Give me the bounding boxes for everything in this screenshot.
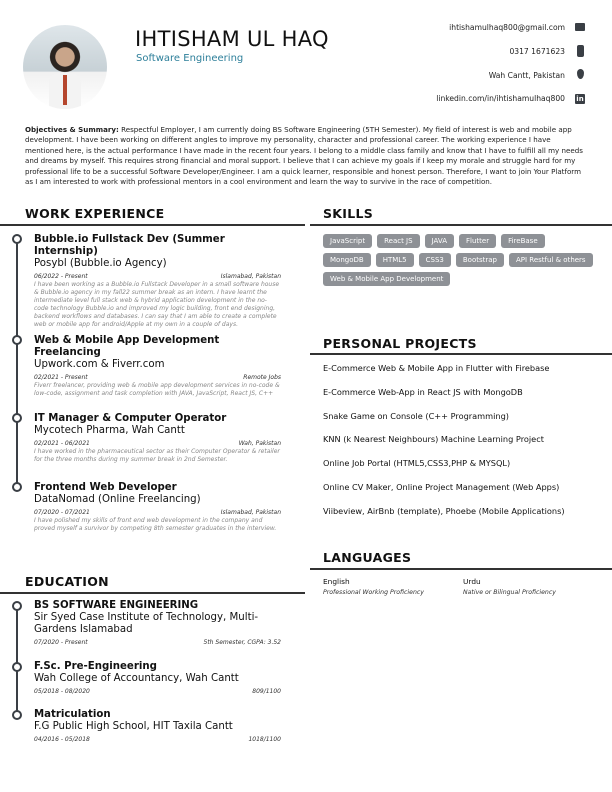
entry-note: 809/1100 <box>252 688 281 695</box>
work-entry <box>34 335 281 398</box>
skill-tag: React JS <box>377 234 419 248</box>
language-level: Native or Bilingual Proficiency <box>463 589 556 596</box>
full-name: IHTISHAM UL HAQ <box>135 27 329 51</box>
entry-desc: I have worked in the pharmaceutical sector as their Computer Operator & retailer for the three months during my summer break in 2nd Semester. <box>34 448 280 464</box>
divider <box>0 224 305 226</box>
summary-text: Respectful Employer, I am currently doing BS Software Engineering (5TH Semester). My field of interest is web and mobile app development. I have been working on different angles to improve my personality, character and professional career. The working experience I have mentioned here, is the actual performance I have made in the recent four years. I belong to a middle class family and know that I have to fulfill all my needs and dreams by myself. This requires strong financial and moral support. I believe that I can achieve my goals if I keep my morale and struggle hard for my professional life to be a successful Software Developer/Engineer. I am a quick learner, responsible and honest person. Therefore, I want to join Your Platform as I am interested to work with professional mentors in a cool environment and learn the way to survive in the race of competition. <box>25 125 583 187</box>
projects-heading: PERSONAL PROJECTS <box>323 336 477 351</box>
entry-org: Mycotech Pharma, Wah Cantt <box>34 425 185 436</box>
language-name: Urdu <box>463 577 481 586</box>
divider <box>0 592 305 594</box>
entry-date: 06/2022 - Present <box>34 273 88 280</box>
entry-title: Bubble.io Fullstack Dev (Summer Internship) <box>34 234 225 257</box>
entry-title: Frontend Web Developer <box>34 482 177 493</box>
summary-label: Objectives & Summary: <box>25 125 119 134</box>
skills-heading: SKILLS <box>323 206 374 221</box>
timeline-dot <box>12 335 22 345</box>
entry-title: BS SOFTWARE ENGINEERING <box>34 600 199 611</box>
entry-note: 5th Semester, CGPA: 3.52 <box>203 639 281 646</box>
project-item: Snake Game on Console (C++ Programming) <box>323 411 509 421</box>
entry-date: 07/2020 - 07/2021 <box>34 509 90 516</box>
timeline-dot <box>12 710 22 720</box>
entry-note: 1018/1100 <box>248 736 281 743</box>
location-icon <box>577 69 584 79</box>
skill-tag: FireBase <box>501 234 545 248</box>
project-item: E-Commerce Web-App in React JS with MongoDB <box>323 387 523 397</box>
timeline <box>16 605 18 713</box>
entry-desc: Fiverr freelancer, providing web & mobile app development services in no-code & low-code, assignment and task completion with JAVA, JavaScript, React JS, C++ <box>34 382 280 398</box>
timeline-dot <box>12 662 22 672</box>
skill-tag: MongoDB <box>323 253 371 267</box>
divider <box>310 353 612 355</box>
entry-place: Wah, Pakistan <box>238 440 281 447</box>
entry-date: 02/2021 - 06/2021 <box>34 440 90 447</box>
entry-title: Matriculation <box>34 709 111 720</box>
mail-icon <box>575 23 585 31</box>
phone: 0317 1671623 <box>509 47 565 56</box>
entry-org: Upwork.com & Fiverr.com <box>34 359 165 370</box>
work-entry <box>34 234 281 330</box>
linkedin-icon: in <box>576 95 584 103</box>
languages-heading: LANGUAGES <box>323 550 412 565</box>
skill-tag: Bootstrap <box>456 253 504 267</box>
divider <box>310 568 612 570</box>
skill-tag: JavaScript <box>323 234 372 248</box>
work-entry <box>34 413 281 464</box>
skill-tag: API Restful & others <box>509 253 593 267</box>
entry-place: Remote Jobs <box>243 374 281 381</box>
skills-list <box>323 234 593 286</box>
language-level: Professional Working Proficiency <box>323 589 424 596</box>
skill-tag: JAVA <box>425 234 454 248</box>
language-item <box>323 577 424 596</box>
entry-place: Islamabad, Pakistan <box>220 509 281 516</box>
summary <box>25 125 590 187</box>
entry-org: DataNomad (Online Freelancing) <box>34 494 201 505</box>
language-item <box>463 577 556 596</box>
profile-photo <box>23 25 107 109</box>
project-item: Online CV Maker, Online Project Management (Web Apps) <box>323 482 560 492</box>
entry-org: Sir Syed Case Institute of Technology, Multi-Gardens Islamabad <box>34 612 259 635</box>
entry-date: 07/2020 - Present <box>34 639 88 646</box>
linkedin[interactable]: linkedin.com/in/ihtishamulhaq800 <box>436 94 565 103</box>
entry-desc: I have polished my skills of front end web development in the company and proved myself a survivor by competing 8th semester graduates in the interview. <box>34 517 277 533</box>
divider <box>310 224 612 226</box>
skill-tag: CSS3 <box>419 253 451 267</box>
timeline-dot <box>12 482 22 492</box>
skill-tag: Flutter <box>459 234 496 248</box>
project-item: KNN (k Nearest Neighbours) Machine Learning Project <box>323 434 544 444</box>
entry-org: Wah College of Accountancy, Wah Cantt <box>34 673 239 684</box>
project-item: Viibeview, AirBnb (template), Phoebe (Mobile Applications) <box>323 506 565 516</box>
entry-title: IT Manager & Computer Operator <box>34 413 227 424</box>
job-title: Software Engineering <box>136 53 244 64</box>
entry-date: 02/2021 - Present <box>34 374 88 381</box>
entry-date: 04/2016 - 05/2018 <box>34 736 90 743</box>
entry-org: Posybl (Bubble.io Agency) <box>34 258 167 269</box>
skill-tag: Web & Mobile App Development <box>323 272 450 286</box>
project-item: Online Job Portal (HTML5,CSS3,PHP & MYSQL) <box>323 458 511 468</box>
email[interactable]: ihtishamulhaq800@gmail.com <box>449 23 565 32</box>
timeline-dot <box>12 601 22 611</box>
entry-desc: I have been working as a Bubble.io Fullstack Developer in a small software house & Bubble.io agency in my fall22 summer break as an intern. I have learnt the intermediate level full stack web & hybrid application development in the no-code technology Bubble.io and improved my logic building, front end designing, backend workflows and databases. I can say that I am able to create a complete web or mobile app for android/Apple at my own in a couple of days. <box>34 281 280 329</box>
project-item: E-Commerce Web & Mobile App in Flutter with Firebase <box>323 363 550 373</box>
entry-title: F.Sc. Pre-Engineering <box>34 661 157 672</box>
language-name: English <box>323 577 350 586</box>
entry-date: 05/2018 - 08/2020 <box>34 688 90 695</box>
timeline <box>16 237 18 490</box>
location: Wah Cantt, Pakistan <box>488 71 565 80</box>
work-heading: WORK EXPERIENCE <box>25 206 165 221</box>
phone-icon <box>577 45 584 57</box>
education-heading: EDUCATION <box>25 574 109 589</box>
entry-place: Islamabad, Pakistan <box>220 273 281 280</box>
timeline-dot <box>12 234 22 244</box>
work-entry <box>34 482 281 533</box>
entry-org: F.G Public High School, HIT Taxila Cantt <box>34 721 233 732</box>
education-entry <box>34 600 281 646</box>
education-entry <box>34 709 281 743</box>
education-entry <box>34 661 281 695</box>
timeline-dot <box>12 413 22 423</box>
entry-title: Web & Mobile App Development Freelancing <box>34 335 220 358</box>
skill-tag: HTML5 <box>376 253 414 267</box>
